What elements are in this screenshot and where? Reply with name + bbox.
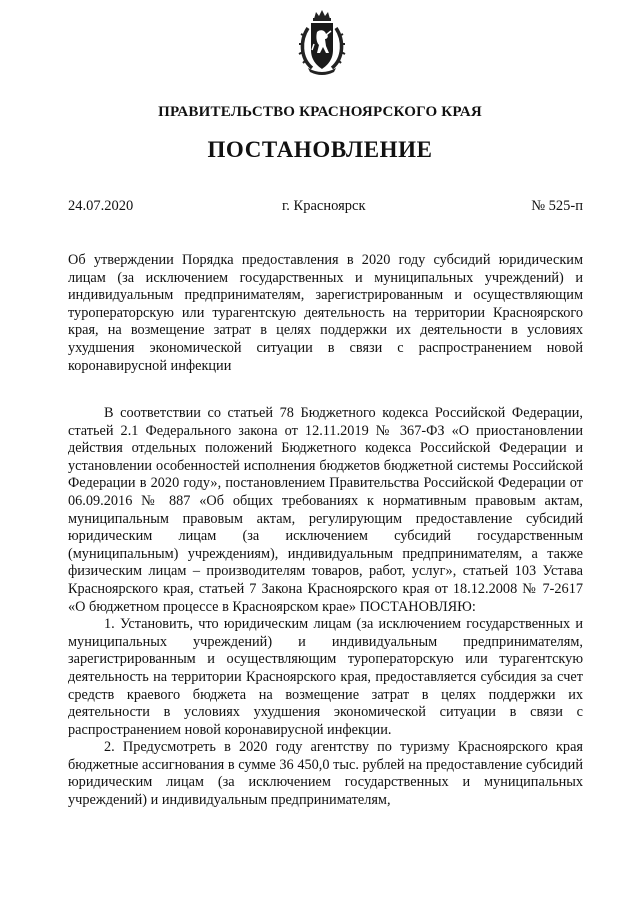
- document-subject: Об утверждении Порядка предоставления в 2020 году субсидий юридическим лицам (за исключением государственных и муниципальных учреждений) и индивидуальным предпринимателям, зарегистрированным и осуществляющим туроператорскую или турагентскую деятельность на территории Красноярского края, на возмещение затрат в целях поддержки их деятельности в условиях ухудшения экономической ситуации в связи с распространением новой коронавирусной инфекции: [68, 252, 583, 374]
- document-date: 24.07.2020: [68, 198, 134, 214]
- document-body: [68, 405, 583, 810]
- document-type: ПОСТАНОВЛЕНИЕ: [207, 137, 433, 162]
- organization-name: ПРАВИТЕЛЬСТВО КРАСНОЯРСКОГО КРАЯ: [158, 104, 482, 120]
- preamble-paragraph: В соответствии со статьей 78 Бюджетного кодекса Российской Федерации, статьей 2.1 Федерального закона от 12.11.2019 № 367-ФЗ «О приостановлении действия отдельных положений Бюджетного кодекса Российской Федерации и установлении особенностей исполнения бюджетов бюджетной системы Российской Федерации в 2020 году», постановлением Правительства Российской Федерации от 06.09.2016 № 887 «Об общих требованиях к нормативным правовым актам, муниципальным правовым актам, регулирующим предоставление субсидий юридическим лицам (за исключением субсидий государственным (муниципальным) учреждениям), индивидуальным предпринимателям, а также физическим лицам – производителям товаров, работ, услуг», статьей 103 Устава Красноярского края, статьей 7 Закона Красноярского края от 18.12.2008 № 7-2617 «О бюджетном процессе в Красноярском крае» ПОСТАНОВЛЯЮ:: [68, 405, 583, 615]
- krasnoyarsk-coat-of-arms-icon: [296, 8, 348, 78]
- item-1-paragraph: 1. Установить, что юридическим лицам (за исключением государственных и муниципальных учреждений) и индивидуальным предпринимателям, зарегистрированным и осуществляющим туроператорскую или турагентскую деятельность на территории Красноярского края, предоставляется субсидия за счет средств краевого бюджета на возмещение затрат в целях поддержки их деятельности в условиях ухудшения экономической ситуации в связи с распространением новой коронавирусной инфекции.: [68, 616, 583, 738]
- document-number: № 525-п: [531, 198, 583, 214]
- item-2-paragraph: 2. Предусмотреть в 2020 году агентству по туризму Красноярского края бюджетные ассигнования в сумме 36 450,0 тыс. рублей на предоставление субсидий юридическим лицам (за исключением государственных и муниципальных учреждений) и индивидуальным предпринимателям,: [68, 739, 583, 809]
- document-city: г. Красноярск: [282, 198, 366, 214]
